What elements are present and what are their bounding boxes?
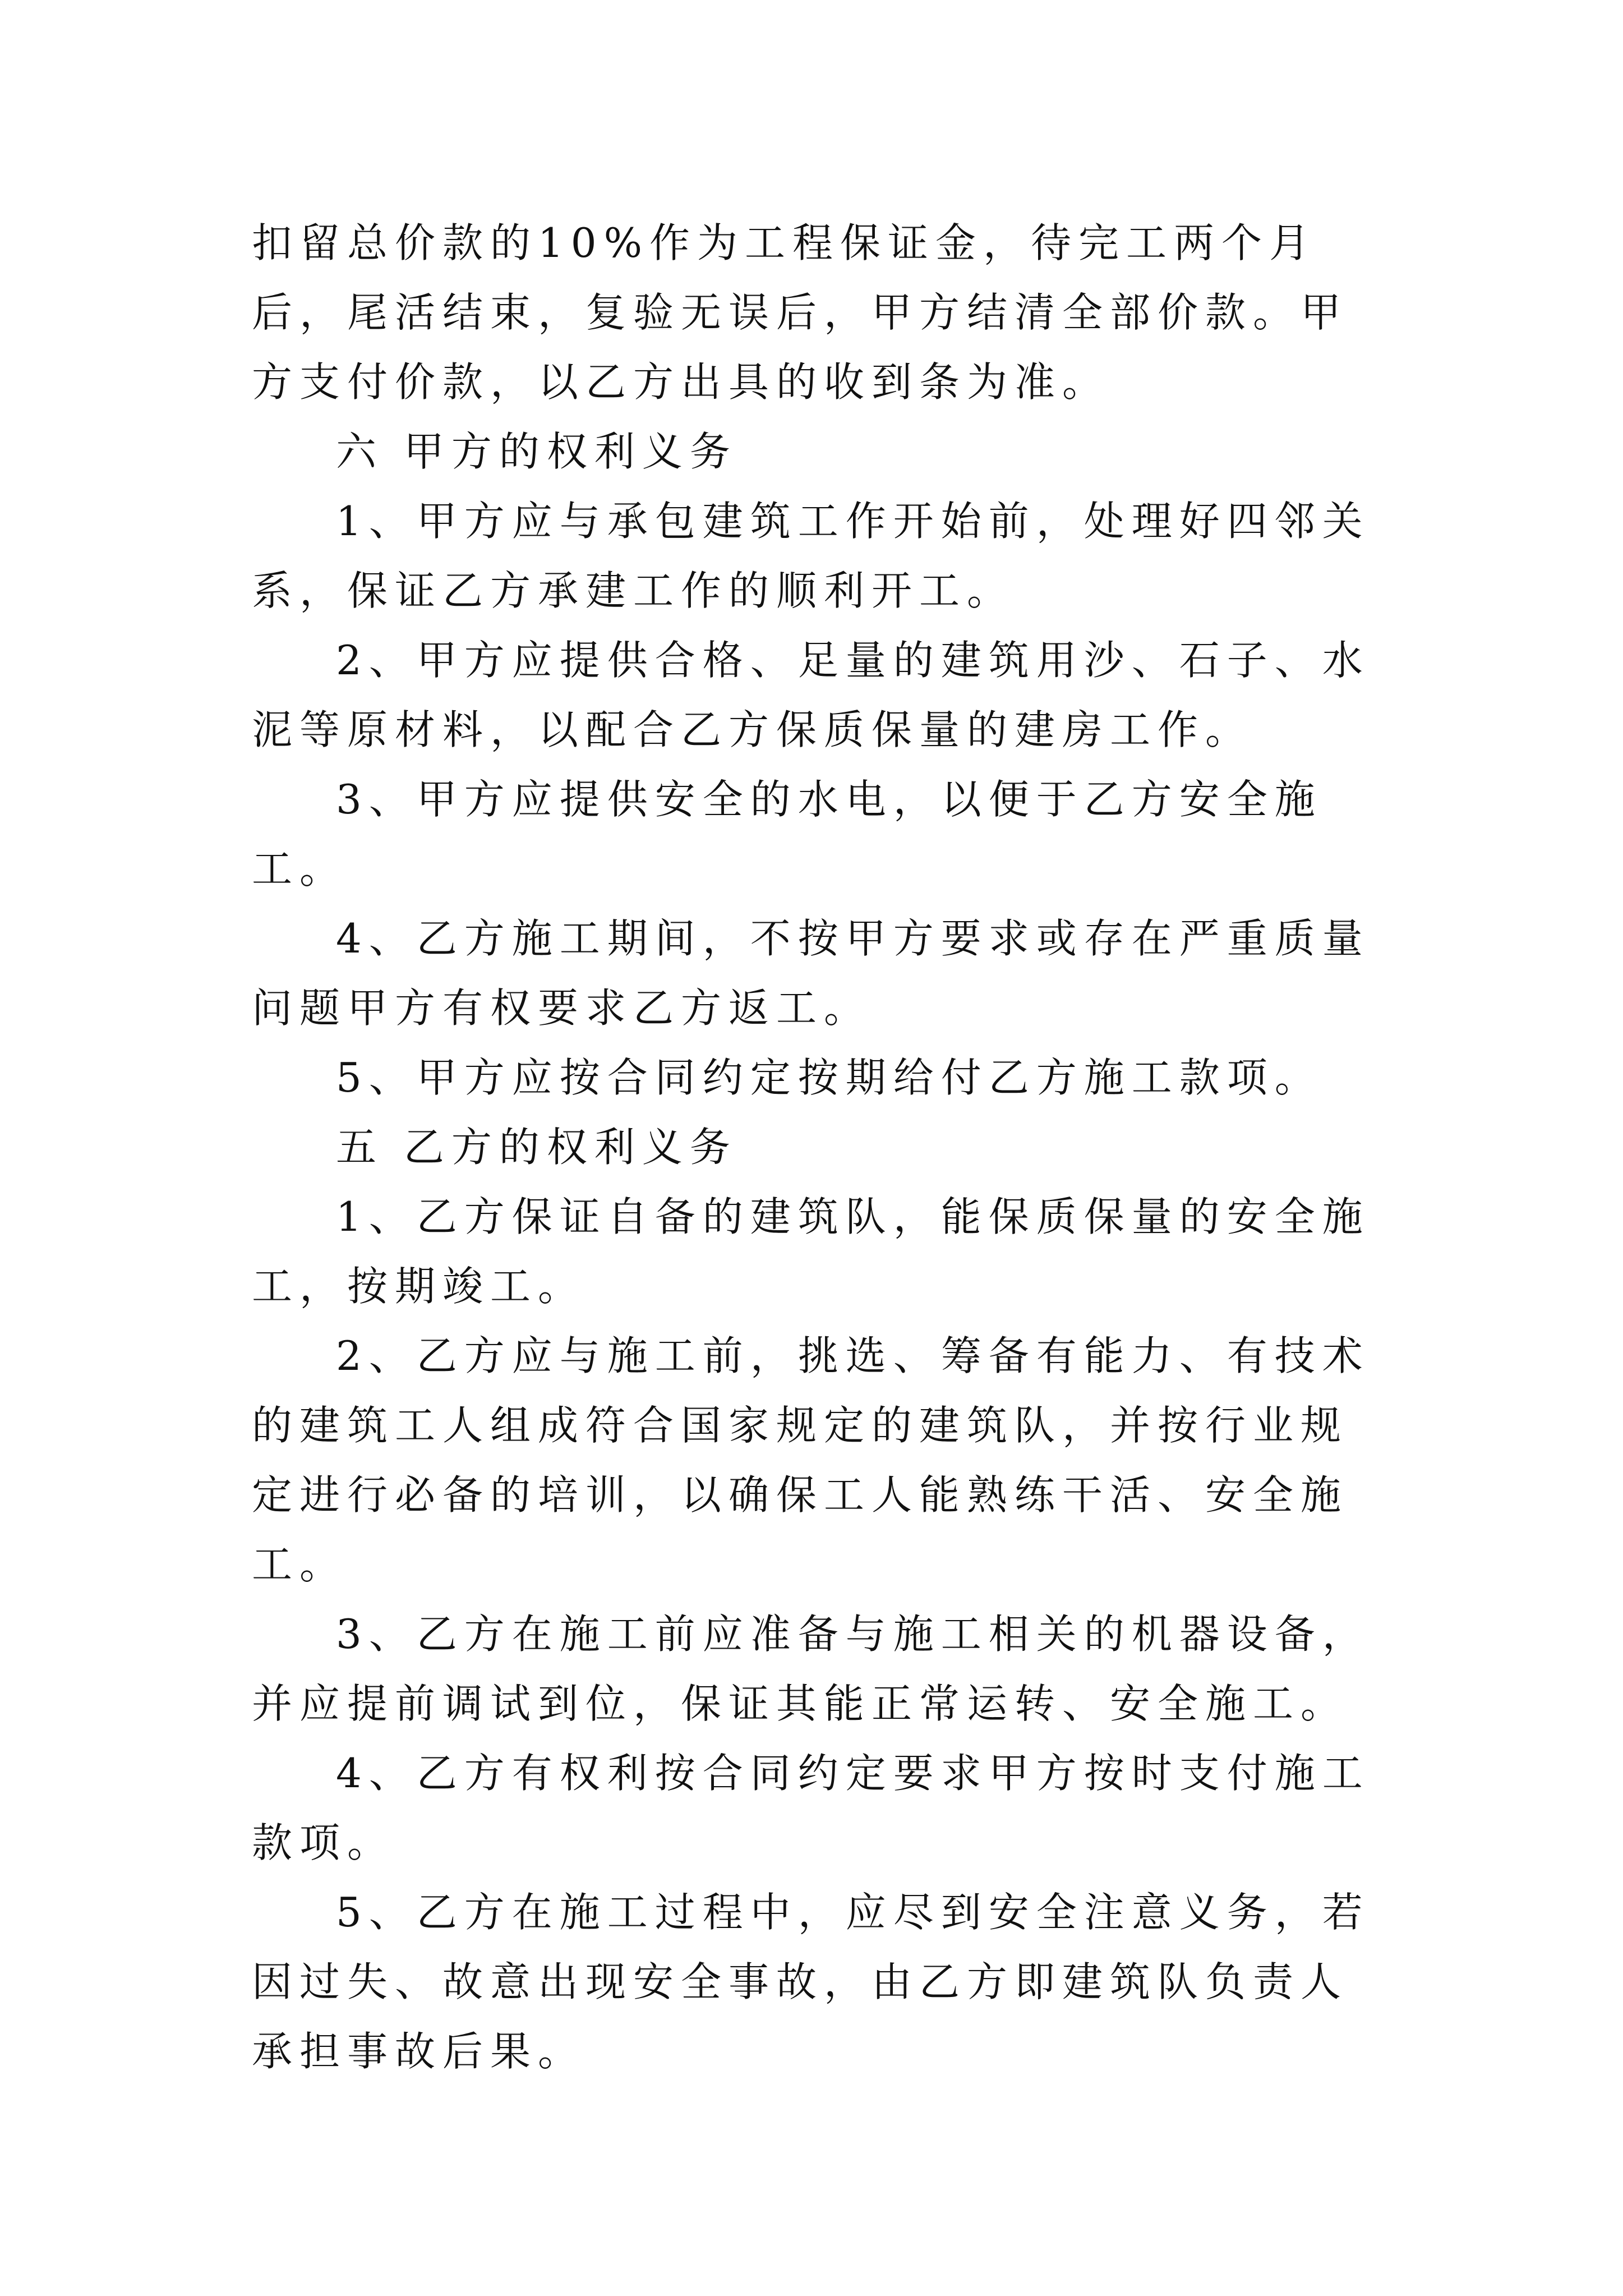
paragraph-party-b-item-3: 3、乙方在施工前应准备与施工相关的机器设备，并应提前调试到位，保证其能正常运转、安全施工。 xyxy=(252,1611,1370,1727)
section-heading-party-b-rights: 五 乙方的权利义务 xyxy=(336,1124,737,1171)
paragraph-party-a-item-1: 1、甲方应与承包建筑工作开始前，处理好四邻关系，保证乙方承建工作的顺利开工。 xyxy=(252,498,1370,614)
paragraph-party-a-item-5: 5、甲方应按合同约定按期给付乙方施工款项。 xyxy=(336,1054,1322,1101)
document-body xyxy=(252,208,1390,2086)
paragraph-party-b-item-4: 4、乙方有权利按合同约定要求甲方按时支付施工款项。 xyxy=(252,1750,1370,1866)
paragraph-payment-terms: 扣留总价款的10%作为工程保证金，待完工两个月后，尾活结束，复验无误后，甲方结清全部价款。甲方支付价款，以乙方出具的收到条为准。 xyxy=(252,219,1349,406)
paragraph-party-b-item-5: 5、乙方在施工过程中，应尽到安全注意义务，若因过失、故意出现安全事故，由乙方即建筑队负责人承担事故后果。 xyxy=(252,1889,1370,2075)
paragraph-party-a-item-2: 2、甲方应提供合格、足量的建筑用沙、石子、水泥等原材料，以配合乙方保质保量的建房工作。 xyxy=(252,637,1370,753)
paragraph-party-a-item-4: 4、乙方施工期间，不按甲方要求或存在严重质量问题甲方有权要求乙方返工。 xyxy=(252,915,1370,1032)
paragraph-party-b-item-2: 2、乙方应与施工前，挑选、筹备有能力、有技术的建筑工人组成符合国家规定的建筑队，并按行业规定进行必备的培训，以确保工人能熟练干活、安全施工。 xyxy=(252,1332,1370,1588)
paragraph-party-a-item-3: 3、甲方应提供安全的水电，以便于乙方安全施工。 xyxy=(252,776,1322,892)
paragraph-party-b-item-1: 1、乙方保证自备的建筑队，能保质保量的安全施工，按期竣工。 xyxy=(252,1193,1370,1310)
section-heading-party-a-rights: 六 甲方的权利义务 xyxy=(336,428,737,475)
